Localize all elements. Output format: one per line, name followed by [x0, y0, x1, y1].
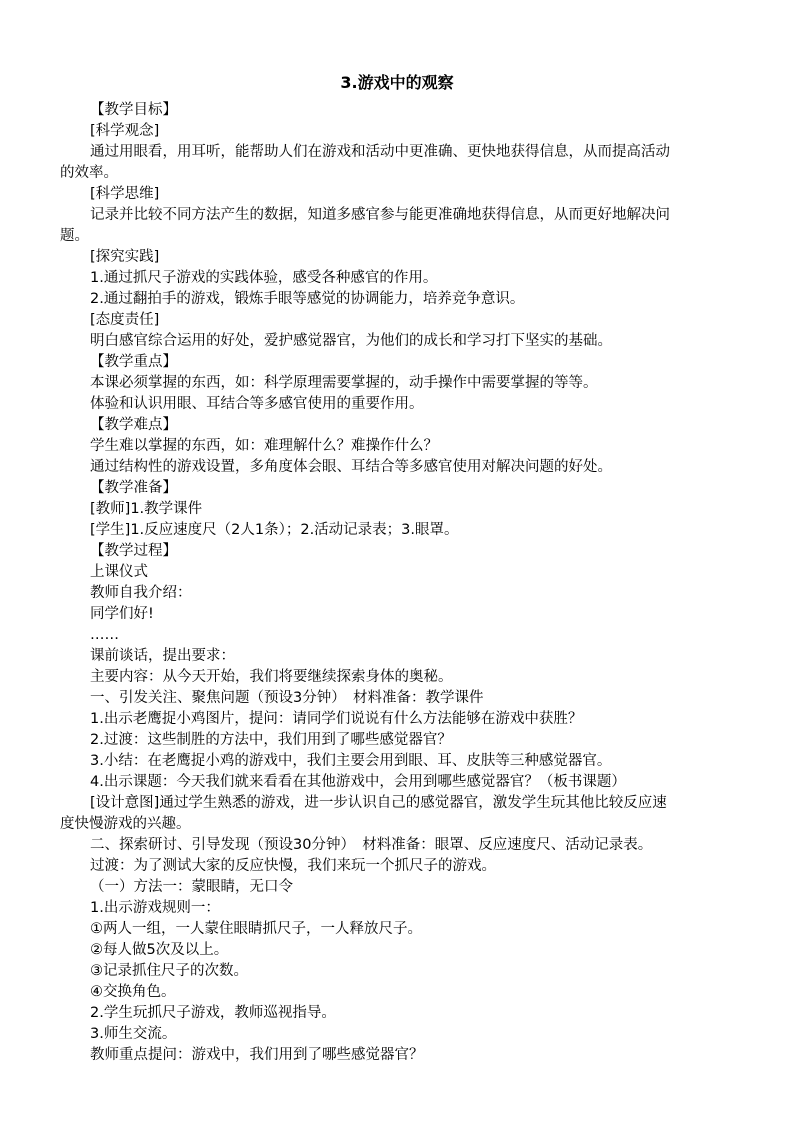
paragraph [60, 142, 770, 184]
text-line: [探究实践] [90, 249, 160, 265]
text-line: 体验和认识用眼、耳结合等多感官使用的重要作用。 [90, 396, 424, 412]
text-line: 通过结构性的游戏设置，多角度体会眼、耳结合等多感官使用对解决问题的好处。 [90, 459, 612, 475]
text-line: ④交换角色。 [90, 984, 176, 1000]
paragraph-first-line: 记录并比较不同方法产生的数据，知道多感官参与能更准确地获得信息，从而更好地解决问 [90, 207, 670, 223]
text-line: [科学思维] [90, 186, 160, 202]
text-line: 二、探索研讨、引导发现（预设30分钟） 材料准备：眼罩、反应速度尺、活动记录表。 [90, 837, 653, 853]
text-line: 学生难以掌握的东西，如：难理解什么？难操作什么？ [90, 438, 438, 454]
text-line: 1.出示老鹰捉小鸡图片，提问：请同学们说说有什么方法能够在游戏中获胜？ [90, 711, 583, 727]
text-line: 课前谈话，提出要求： [90, 648, 235, 664]
text-line: 【教学重点】 [90, 354, 177, 370]
paragraph [60, 793, 770, 835]
text-line: （一）方法一：蒙眼睛，无口令 [90, 879, 293, 895]
text-line: 1.通过抓尺子游戏的实践体验，感受各种感官的作用。 [90, 270, 438, 286]
text-line: 2.通过翻拍手的游戏，锻炼手眼等感觉的协调能力，培养竞争意识。 [90, 291, 525, 307]
text-line: [教师]1.教学课件 [90, 501, 203, 517]
text-line: 3.师生交流。 [90, 1026, 177, 1042]
paragraph-first-line: 通过用眼看，用耳听，能帮助人们在游戏和活动中更准确、更快地获得信息，从而提高活动 [90, 144, 670, 160]
paragraph-continuation: 度快慢游戏的兴趣。 [60, 816, 191, 832]
text-line: 教师自我介绍： [90, 585, 192, 601]
text-line: 2.过渡：这些制胜的方法中，我们用到了哪些感觉器官？ [90, 732, 452, 748]
text-line: ②每人做5次及以上。 [90, 942, 229, 958]
text-line: 【教学难点】 [90, 417, 177, 433]
paragraph-continuation: 的效率。 [60, 165, 118, 181]
text-line: 1.出示游戏规则一： [90, 900, 220, 916]
page-title: 3.游戏中的观察 [340, 73, 454, 92]
text-line: …… [90, 627, 119, 643]
text-line: 过渡：为了测试大家的反应快慢，我们来玩一个抓尺子的游戏。 [90, 858, 496, 874]
text-line: 【教学过程】 [90, 543, 177, 559]
text-line: 主要内容：从今天开始，我们将要继续探索身体的奥秘。 [90, 669, 453, 685]
text-line: 明白感官综合运用的好处，爱护感觉器官，为他们的成长和学习打下坚实的基础。 [90, 333, 612, 349]
text-line: 同学们好! [90, 606, 154, 622]
text-line: 3.小结：在老鹰捉小鸡的游戏中，我们主要会用到眼、耳、皮肤等三种感觉器官。 [90, 753, 612, 769]
text-line: 上课仪式 [90, 564, 148, 580]
document-body [60, 100, 770, 1066]
text-line: [科学观念] [90, 123, 160, 139]
text-line: [态度责任] [90, 312, 160, 328]
text-line: ③记录抓住尺子的次数。 [90, 963, 248, 979]
text-line: 本课必须掌握的东西，如：科学原理需要掌握的，动手操作中需要掌握的等等。 [90, 375, 598, 391]
text-line: 2.学生玩抓尺子游戏，教师巡视指导。 [90, 1005, 336, 1021]
text-line: 【教学目标】 [90, 102, 177, 118]
text-line: [学生]1.反应速度尺（2人1条）；2.活动记录表；3.眼罩。 [90, 522, 459, 538]
text-line: 教师重点提问：游戏中，我们用到了哪些感觉器官？ [90, 1047, 424, 1063]
text-line: ①两人一组，一人蒙住眼睛抓尺子，一人释放尺子。 [90, 921, 422, 937]
paragraph-first-line: [设计意图]通过学生熟悉的游戏，进一步认识自己的感觉器官，激发学生玩其他比较反应速 [90, 795, 667, 811]
text-line: 4.出示课题：今天我们就来看看在其他游戏中，会用到哪些感觉器官？（板书课题） [90, 774, 626, 790]
text-line: 一、引发关注、聚焦问题（预设3分钟） 材料准备：教学课件 [90, 690, 484, 706]
paragraph [60, 205, 770, 247]
paragraph-continuation: 题。 [60, 228, 89, 244]
text-line: 【教学准备】 [90, 480, 177, 496]
